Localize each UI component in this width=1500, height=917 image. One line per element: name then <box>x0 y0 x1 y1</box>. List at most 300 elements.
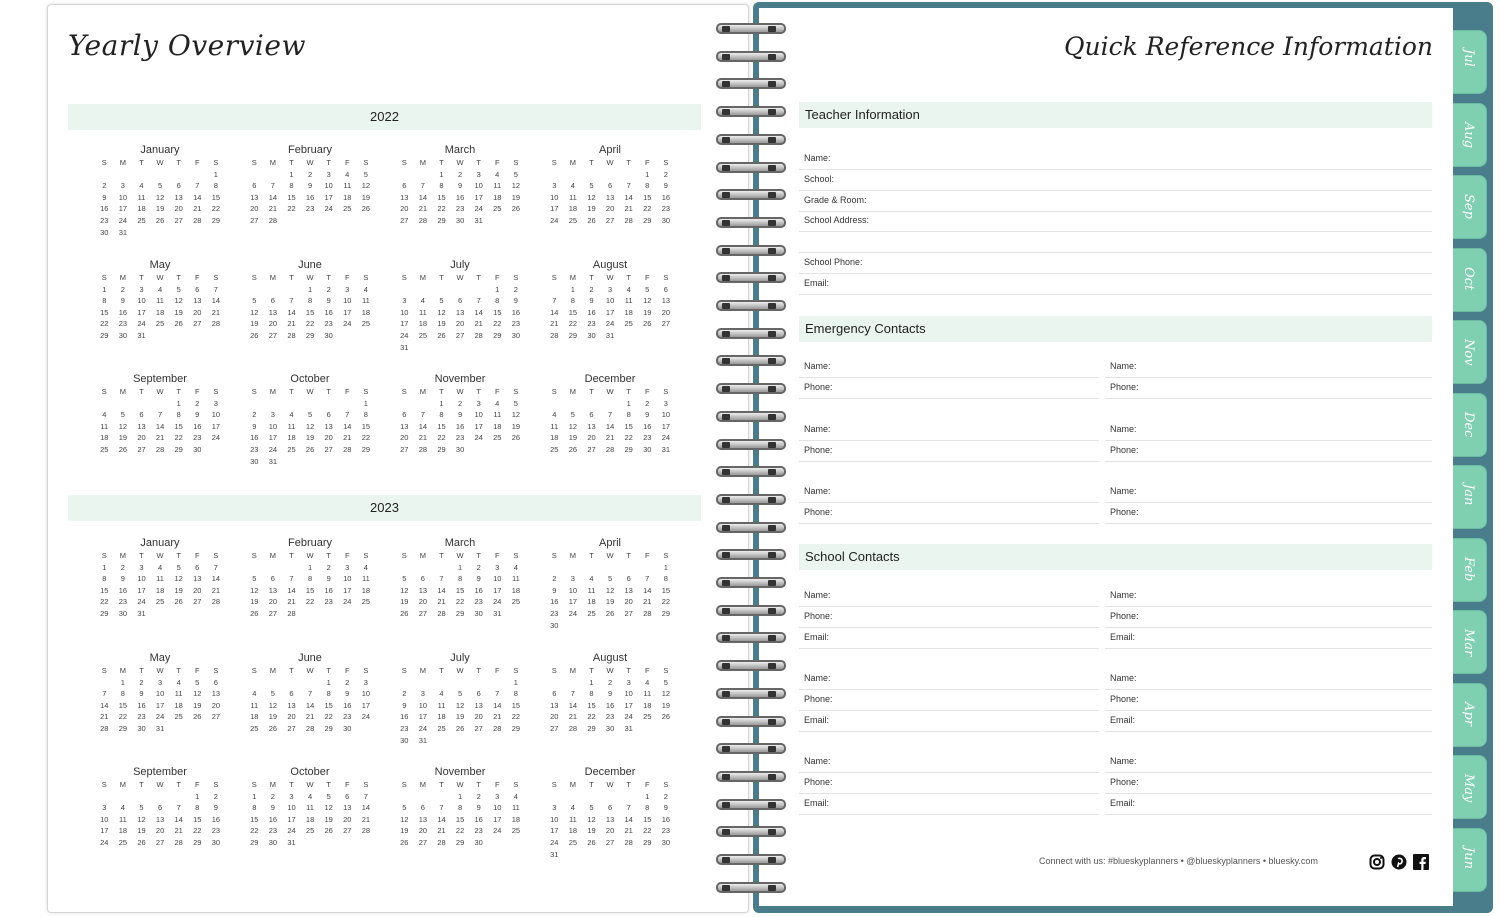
tab-mar[interactable] <box>1447 610 1487 674</box>
day-number: 28 <box>193 215 202 225</box>
form-field[interactable] <box>1105 689 1432 711</box>
field-label: Grade & Room: <box>804 194 867 205</box>
day-number: 7 <box>645 574 650 584</box>
day-number: 12 <box>174 296 183 306</box>
day-number: 15 <box>437 421 446 431</box>
day-number: 16 <box>324 307 333 317</box>
form-field[interactable] <box>799 231 1432 253</box>
day-number: 26 <box>118 444 128 454</box>
day-number: 21 <box>624 204 633 214</box>
weekday-letter: S <box>401 551 407 560</box>
day-number: 6 <box>176 181 181 191</box>
day-number: 22 <box>624 433 633 443</box>
blank-day <box>151 169 170 181</box>
section-title: School Contacts <box>805 549 900 564</box>
weekday-letter: S <box>663 666 669 675</box>
day-number: 13 <box>268 585 278 595</box>
month-name: October <box>290 766 330 778</box>
day-number: 2 <box>457 398 463 408</box>
day-number: 19 <box>587 826 596 836</box>
day-number: 4 <box>289 410 294 420</box>
form-field[interactable] <box>1105 772 1432 794</box>
form-field[interactable] <box>1105 751 1432 773</box>
day-number: 19 <box>250 319 259 329</box>
day-number: 24 <box>550 837 559 847</box>
day-number: 23 <box>511 319 521 329</box>
day-number: 3 <box>157 677 163 687</box>
field-label: Name: <box>1110 756 1137 766</box>
day-number: 3 <box>495 791 500 801</box>
weekday-letter: W <box>606 551 614 560</box>
blank-day <box>114 398 133 410</box>
form-field[interactable] <box>799 668 1099 690</box>
day-number: 26 <box>455 723 465 733</box>
day-number: 27 <box>550 723 559 733</box>
weekday-letter: S <box>101 158 107 167</box>
month-name: February <box>287 144 333 156</box>
weekday-letter: M <box>569 387 577 396</box>
form-field[interactable] <box>799 273 1432 295</box>
weekday-letter: S <box>513 273 519 282</box>
day-number: 16 <box>193 421 202 431</box>
weekday-letter: W <box>606 780 614 789</box>
day-number: 7 <box>157 410 163 420</box>
day-number: 13 <box>550 700 559 710</box>
day-number: 6 <box>607 181 613 191</box>
day-number: 11 <box>361 574 370 584</box>
day-number: 30 <box>455 215 465 225</box>
day-number: 26 <box>324 826 333 836</box>
day-number: 14 <box>624 192 633 202</box>
day-number: 11 <box>174 689 183 699</box>
field-label: Name: <box>804 756 831 766</box>
spiral-coil <box>714 408 784 423</box>
form-field[interactable] <box>799 252 1432 274</box>
weekday-letter: T <box>139 551 144 560</box>
day-number: 26 <box>605 608 615 618</box>
day-number: 30 <box>474 608 483 618</box>
form-field[interactable] <box>1105 377 1432 399</box>
day-number: 16 <box>605 700 615 710</box>
tab-nov[interactable] <box>1447 320 1487 384</box>
field-label: Name: <box>804 423 831 434</box>
day-number: 26 <box>437 330 446 340</box>
weekday-letter: M <box>269 158 277 167</box>
day-number: 16 <box>455 192 465 202</box>
day-number: 16 <box>343 700 352 710</box>
blank-day <box>545 677 564 689</box>
tab-sep[interactable] <box>1447 175 1487 239</box>
day-number: 11 <box>568 814 577 824</box>
weekday-letter: W <box>606 387 614 396</box>
weekday-letter: F <box>344 551 350 560</box>
day-number: 10 <box>287 803 296 813</box>
day-number: 26 <box>511 204 521 214</box>
field-label: Name: <box>804 673 831 683</box>
day-number: 27 <box>268 330 278 340</box>
month-tabs <box>1447 10 1489 905</box>
form-field[interactable] <box>799 751 1099 773</box>
tab-feb[interactable] <box>1447 538 1487 602</box>
day-number: 8 <box>176 410 181 420</box>
field-label: Name: <box>804 361 831 371</box>
day-number: 22 <box>361 433 371 443</box>
day-number: 25 <box>493 204 502 214</box>
form-field[interactable] <box>799 502 1099 524</box>
day-number: 19 <box>174 307 183 317</box>
day-number: 23 <box>643 433 652 443</box>
weekday-letter: S <box>213 387 219 396</box>
day-number: 5 <box>645 284 650 294</box>
form-field[interactable] <box>1105 419 1432 441</box>
day-number: 25 <box>155 597 165 607</box>
weekday-letter: S <box>401 666 407 675</box>
day-number: 11 <box>137 192 146 202</box>
day-number: 18 <box>624 307 633 317</box>
weekday-letter: S <box>513 666 519 675</box>
field-label: Name: <box>1110 423 1137 434</box>
weekday-letter: T <box>139 158 144 167</box>
day-number: 13 <box>418 814 428 824</box>
day-number: 6 <box>270 296 275 306</box>
day-number: 27 <box>400 215 409 225</box>
day-number: 24 <box>287 826 296 836</box>
day-number: 31 <box>268 456 278 466</box>
day-number: 29 <box>437 444 446 454</box>
spiral-coil <box>714 768 784 783</box>
form-field[interactable] <box>1105 627 1432 649</box>
day-number: 24 <box>418 723 428 733</box>
form-field[interactable] <box>1105 668 1432 690</box>
day-number: 29 <box>568 330 578 340</box>
form-field[interactable] <box>799 377 1099 399</box>
day-number: 12 <box>455 700 465 710</box>
weekday-letter: T <box>439 780 444 789</box>
day-number: 29 <box>587 723 596 733</box>
day-number: 24 <box>361 712 371 722</box>
form-field[interactable] <box>799 481 1099 503</box>
weekday-letter: M <box>269 387 277 396</box>
day-number: 19 <box>193 700 202 710</box>
day-number: 31 <box>474 215 483 225</box>
weekday-letter: F <box>644 780 650 789</box>
weekday-letter: T <box>176 158 181 167</box>
instagram-icon[interactable] <box>1369 854 1385 870</box>
day-number: 23 <box>474 826 483 836</box>
day-grid <box>545 272 675 342</box>
day-number: 15 <box>455 585 465 595</box>
form-field[interactable] <box>799 585 1099 607</box>
spiral-coil <box>714 103 784 118</box>
day-number: 5 <box>663 677 668 687</box>
weekday-letter: M <box>419 158 427 167</box>
day-number: 30 <box>193 444 202 454</box>
day-number: 29 <box>305 330 315 340</box>
day-number: 1 <box>176 398 181 408</box>
form-field[interactable] <box>799 210 1432 232</box>
day-number: 14 <box>437 814 446 824</box>
tab-apr[interactable] <box>1447 683 1487 747</box>
day-number: 15 <box>493 307 502 317</box>
day-number: 14 <box>474 307 483 317</box>
day-number: 29 <box>661 608 671 618</box>
weekday-letter: F <box>344 780 350 789</box>
day-number: 9 <box>645 410 650 420</box>
spiral-coil <box>714 519 784 534</box>
day-number: 20 <box>605 826 615 836</box>
day-number: 1 <box>120 677 125 687</box>
form-field[interactable] <box>799 627 1099 649</box>
month-name: April <box>598 144 621 156</box>
blank-day <box>601 398 620 410</box>
weekday-letter: T <box>439 158 444 167</box>
form-field[interactable] <box>799 606 1099 628</box>
weekday-letter: T <box>139 387 144 396</box>
day-number: 29 <box>511 723 521 733</box>
day-number: 13 <box>174 192 183 202</box>
day-number: 12 <box>643 296 652 306</box>
weekday-letter: S <box>101 666 107 675</box>
day-number: 1 <box>289 169 294 179</box>
day-number: 19 <box>587 204 596 214</box>
day-number: 16 <box>100 204 109 214</box>
form-field[interactable] <box>1105 606 1432 628</box>
weekday-letter: S <box>251 666 257 675</box>
day-number: 14 <box>155 421 165 431</box>
day-number: 22 <box>511 712 521 722</box>
weekday-letter: W <box>156 780 164 789</box>
day-number: 8 <box>589 689 594 699</box>
day-number: 28 <box>418 444 428 454</box>
day-number: 20 <box>474 712 483 722</box>
day-number: 16 <box>400 712 409 722</box>
form-field[interactable] <box>1105 440 1432 462</box>
day-number: 26 <box>568 444 578 454</box>
day-number: 6 <box>195 284 200 294</box>
day-number: 3 <box>402 296 407 306</box>
day-number: 1 <box>213 169 218 179</box>
day-number: 10 <box>118 192 128 202</box>
spiral-coil <box>714 657 784 672</box>
day-number: 10 <box>211 410 221 420</box>
day-number: 19 <box>400 826 409 836</box>
day-number: 8 <box>307 574 313 584</box>
day-number: 23 <box>305 204 315 214</box>
day-number: 18 <box>511 814 521 824</box>
day-number: 22 <box>305 319 315 329</box>
day-number: 7 <box>552 296 557 306</box>
day-number: 31 <box>550 849 559 859</box>
day-number: 20 <box>661 307 671 317</box>
day-number: 22 <box>587 712 596 722</box>
tab-aug[interactable] <box>1447 103 1487 167</box>
day-number: 27 <box>211 712 221 722</box>
form-field[interactable] <box>1105 356 1432 378</box>
tab-label: May <box>1461 774 1476 803</box>
pinterest-icon[interactable] <box>1391 854 1407 870</box>
day-grid <box>395 157 525 227</box>
day-number: 26 <box>137 837 146 847</box>
form-field[interactable] <box>799 710 1099 732</box>
day-number: 25 <box>100 444 109 454</box>
weekday-letter: T <box>176 666 181 675</box>
year-header-2022: 2022 <box>68 104 701 130</box>
day-number: 9 <box>102 192 107 202</box>
blank-day <box>282 284 301 296</box>
blank-day <box>414 677 433 689</box>
form-field[interactable] <box>799 148 1432 170</box>
day-number: 15 <box>624 421 633 431</box>
spiral-coil <box>714 574 784 589</box>
blank-day <box>169 791 188 803</box>
blank-day <box>414 169 433 181</box>
form-field[interactable] <box>1105 585 1432 607</box>
blank-day <box>414 398 433 410</box>
day-number: 28 <box>643 608 652 618</box>
day-number: 5 <box>589 803 594 813</box>
day-number: 1 <box>195 791 200 801</box>
day-number: 9 <box>476 574 481 584</box>
day-number: 17 <box>137 585 146 595</box>
field-label: Phone: <box>804 382 833 392</box>
day-number: 10 <box>155 689 165 699</box>
day-number: 26 <box>511 433 521 443</box>
field-label <box>799 236 804 246</box>
weekday-letter: M <box>269 780 277 789</box>
day-number: 27 <box>287 723 296 733</box>
day-number: 8 <box>626 410 631 420</box>
day-number: 11 <box>306 803 314 813</box>
day-number: 21 <box>493 712 502 722</box>
day-number: 12 <box>587 814 596 824</box>
day-number: 27 <box>605 837 615 847</box>
day-number: 25 <box>155 319 165 329</box>
day-number: 20 <box>193 585 202 595</box>
day-number: 30 <box>661 837 671 847</box>
day-number: 27 <box>474 723 483 733</box>
day-number: 30 <box>137 723 146 733</box>
day-number: 14 <box>287 307 296 317</box>
day-number: 9 <box>252 421 257 431</box>
day-number: 15 <box>361 421 371 431</box>
day-number: 4 <box>439 689 444 699</box>
day-number: 10 <box>268 421 278 431</box>
day-number: 14 <box>437 585 446 595</box>
day-number: 11 <box>287 421 296 431</box>
month-name: March <box>444 144 476 156</box>
weekday-letter: T <box>176 273 181 282</box>
day-number: 2 <box>607 677 613 687</box>
day-number: 24 <box>474 204 483 214</box>
tab-jul[interactable] <box>1447 30 1487 94</box>
day-grid <box>245 272 375 342</box>
form-field[interactable] <box>799 190 1432 212</box>
teacher-section-header <box>799 102 1432 128</box>
form-field[interactable] <box>1105 793 1432 815</box>
field-label: Phone: <box>1110 694 1139 704</box>
day-number: 21 <box>550 319 559 329</box>
tab-label: Apr <box>1461 701 1476 726</box>
form-field[interactable] <box>799 689 1099 711</box>
tab-may[interactable] <box>1447 755 1487 819</box>
day-number: 25 <box>437 723 446 733</box>
day-number: 9 <box>457 410 463 420</box>
day-number: 10 <box>400 307 409 317</box>
day-number: 3 <box>476 169 481 179</box>
day-number: 25 <box>550 444 559 454</box>
day-number: 6 <box>326 410 331 420</box>
form-field[interactable] <box>1105 710 1432 732</box>
day-number: 5 <box>402 803 407 813</box>
blank-day <box>619 791 638 803</box>
day-number: 7 <box>420 181 425 191</box>
form-field[interactable] <box>799 419 1099 441</box>
month-calendar <box>245 652 375 735</box>
blank-day <box>601 562 620 574</box>
day-number: 10 <box>343 296 352 306</box>
weekday-letter: T <box>626 780 631 789</box>
blank-day <box>132 169 151 181</box>
form-field[interactable] <box>799 356 1099 378</box>
form-field[interactable] <box>799 169 1432 191</box>
weekday-letter: T <box>476 387 481 396</box>
form-field[interactable] <box>799 793 1099 815</box>
field-label: Name: <box>1110 486 1137 496</box>
facebook-icon[interactable] <box>1413 854 1429 870</box>
day-number: 4 <box>345 169 350 179</box>
weekday-letter: F <box>644 273 650 282</box>
tab-label: Nov <box>1461 339 1476 366</box>
day-number: 29 <box>437 215 446 225</box>
day-number: 28 <box>437 837 446 847</box>
day-number: 10 <box>474 181 483 191</box>
day-number: 30 <box>550 620 559 630</box>
month-calendar <box>245 259 375 342</box>
day-number: 12 <box>324 803 333 813</box>
tab-dec[interactable] <box>1447 393 1487 457</box>
day-number: 11 <box>643 689 652 699</box>
month-calendar <box>95 537 225 620</box>
form-field[interactable] <box>799 772 1099 794</box>
form-field[interactable] <box>1105 502 1432 524</box>
tab-jan[interactable] <box>1447 465 1487 529</box>
day-number: 3 <box>663 398 668 408</box>
form-field[interactable] <box>799 440 1099 462</box>
day-number: 24 <box>118 215 128 225</box>
day-number: 1 <box>589 677 594 687</box>
day-number: 24 <box>137 319 146 329</box>
tab-oct[interactable] <box>1447 248 1487 312</box>
form-field[interactable] <box>1105 481 1432 503</box>
field-label: Email: <box>1110 798 1136 808</box>
day-number: 10 <box>474 410 483 420</box>
day-number: 14 <box>305 700 315 710</box>
day-number: 11 <box>118 814 127 824</box>
day-number: 8 <box>439 181 444 191</box>
day-number: 21 <box>155 433 165 443</box>
blank-day <box>414 562 433 574</box>
tab-jun[interactable] <box>1447 828 1487 892</box>
day-number: 17 <box>493 814 502 824</box>
blank-day <box>638 562 657 574</box>
month-calendar <box>95 766 225 849</box>
day-number: 4 <box>176 677 181 687</box>
field-label: Email: <box>804 632 830 642</box>
day-number: 7 <box>495 689 500 699</box>
day-number: 8 <box>495 296 500 306</box>
day-number: 19 <box>155 204 165 214</box>
page-title: Yearly Overview <box>68 29 306 62</box>
